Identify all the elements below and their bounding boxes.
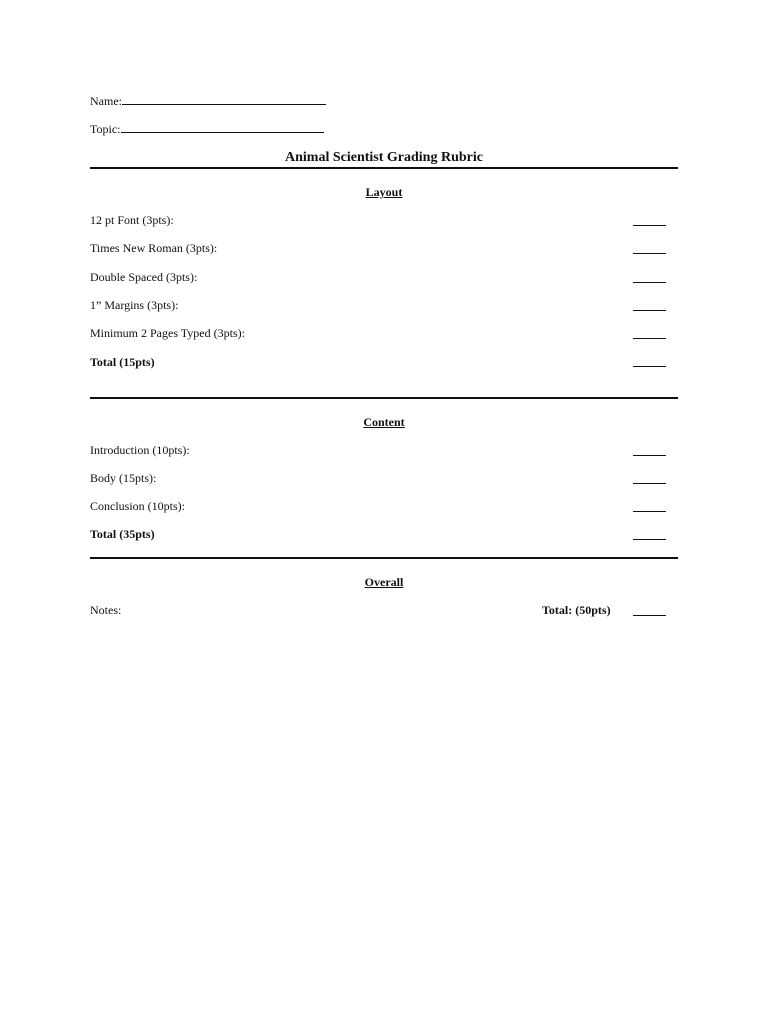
title-divider <box>90 167 678 169</box>
content-item-introduction-score-blank[interactable] <box>633 455 666 456</box>
content-section-divider <box>90 557 678 559</box>
layout-item-font-size: 12 pt Font (3pts): <box>90 213 174 227</box>
content-total-score-blank[interactable] <box>633 539 666 540</box>
topic-field[interactable] <box>90 121 324 136</box>
content-section-heading: Content <box>363 415 405 429</box>
content-item-introduction: Introduction (10pts): <box>90 443 190 457</box>
overall-section-heading: Overall <box>364 575 404 589</box>
layout-item-page-count-score-blank[interactable] <box>633 338 666 339</box>
name-field[interactable] <box>90 93 326 108</box>
layout-item-spacing: Double Spaced (3pts): <box>90 270 198 284</box>
rubric-title: Animal Scientist Grading Rubric <box>285 150 483 165</box>
layout-section-divider <box>90 397 678 399</box>
layout-section-heading: Layout <box>365 185 403 199</box>
layout-total-score-blank[interactable] <box>633 366 666 367</box>
content-item-conclusion: Conclusion (10pts): <box>90 499 185 513</box>
content-total-label: Total (35pts) <box>90 527 155 541</box>
layout-item-font-family: Times New Roman (3pts): <box>90 241 218 255</box>
name-blank-line[interactable] <box>122 93 326 105</box>
layout-item-spacing-score-blank[interactable] <box>633 282 666 283</box>
content-item-body-score-blank[interactable] <box>633 483 666 484</box>
layout-item-font-size-score-blank[interactable] <box>633 225 666 226</box>
layout-item-font-family-score-blank[interactable] <box>633 253 666 254</box>
layout-item-page-count: Minimum 2 Pages Typed (3pts): <box>90 326 245 340</box>
content-item-body: Body (15pts): <box>90 471 157 485</box>
content-item-conclusion-score-blank[interactable] <box>633 511 666 512</box>
topic-label: Topic: <box>90 122 121 136</box>
overall-total-score-blank[interactable] <box>633 615 666 616</box>
topic-blank-line[interactable] <box>121 121 324 133</box>
notes-label: Notes: <box>90 603 122 617</box>
overall-total-label: Total: (50pts) <box>542 603 611 617</box>
layout-item-margins: 1” Margins (3pts): <box>90 298 179 312</box>
layout-total-label: Total (15pts) <box>90 355 155 369</box>
name-label: Name: <box>90 94 122 108</box>
layout-item-margins-score-blank[interactable] <box>633 310 666 311</box>
